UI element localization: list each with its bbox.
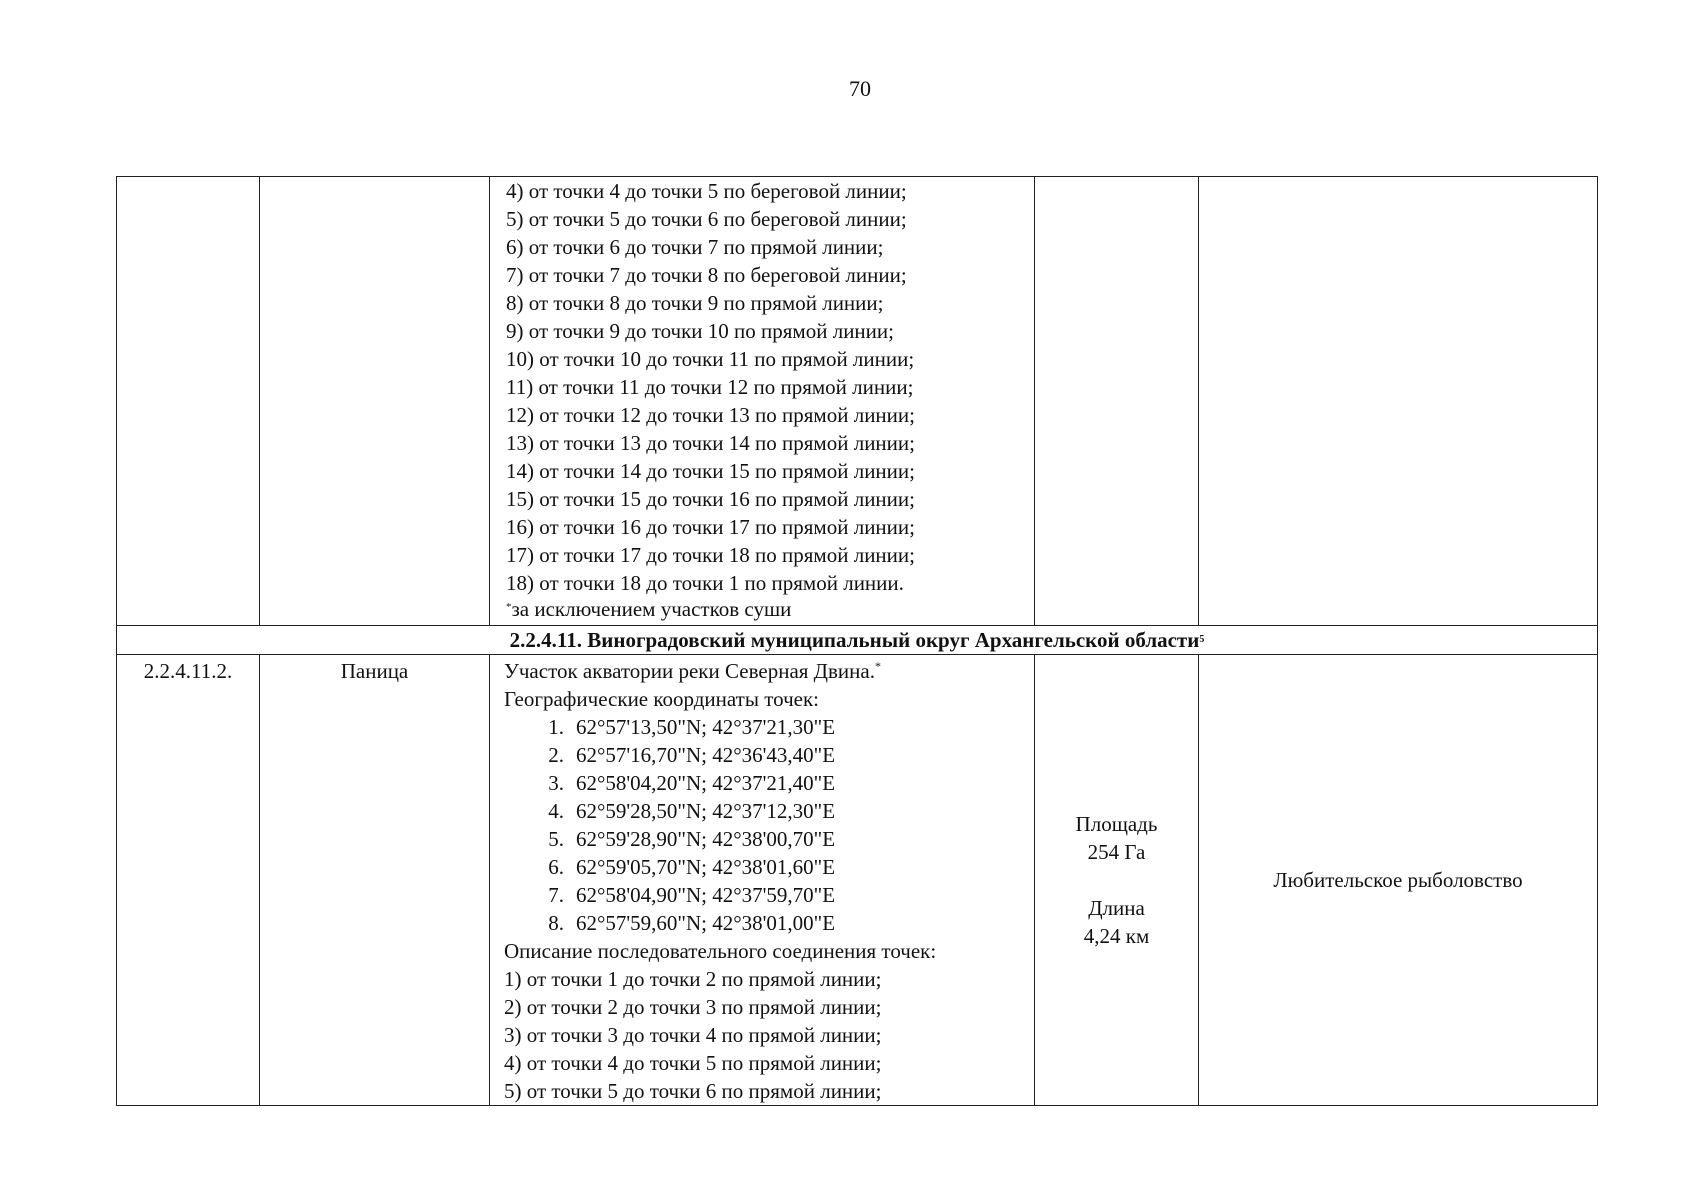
- footnote-note: [506, 597, 1034, 621]
- connection-line: 9) от точки 9 до точки 10 по прямой линии;: [506, 319, 894, 343]
- coordinate-item: [534, 853, 1034, 881]
- fishing-areas-table: [116, 176, 1598, 1106]
- continued-connection-list: [506, 177, 1034, 597]
- length-label: Длина: [1088, 896, 1145, 920]
- empty-area-cell: [1035, 177, 1199, 626]
- connection-line: 17) от точки 17 до точки 18 по прямой линии;: [506, 543, 915, 567]
- connection-line: 18) от точки 18 до точки 1 по прямой линии.: [506, 571, 904, 595]
- coordinate-value: 62°59'28,50"N; 42°37'12,30"E: [576, 799, 836, 823]
- connection-line: 13) от точки 13 до точки 14 по прямой линии;: [506, 431, 915, 455]
- connection-line: 5) от точки 5 до точки 6 по береговой линии;: [506, 207, 907, 231]
- connection-line: 15) от точки 15 до точки 16 по прямой линии;: [506, 487, 915, 511]
- section-footnote: 5: [1199, 634, 1205, 645]
- coordinate-value: 62°59'05,70"N; 42°38'01,60"E: [576, 855, 836, 879]
- connection-line: 4) от точки 4 до точки 5 по береговой линии;: [506, 179, 907, 203]
- coordinate-value: 62°57'13,50"N; 42°37'21,30"E: [576, 715, 836, 739]
- coordinate-item: [534, 909, 1034, 937]
- empty-name-cell: [260, 177, 490, 626]
- connection-line: 8) от точки 8 до точки 9 по прямой линии;: [506, 291, 884, 315]
- coordinate-value: 62°59'28,90"N; 42°38'00,70"E: [576, 827, 836, 851]
- description-title: [504, 657, 1034, 685]
- section-header-cell: [117, 626, 1598, 655]
- coordinate-list: [504, 713, 1034, 937]
- entry-number: 2.2.4.11.2.: [117, 655, 260, 1106]
- coordinate-value: 62°57'16,70"N; 42°36'43,40"E: [576, 743, 836, 767]
- entry-description: [490, 655, 1035, 1106]
- entry-area-length: [1035, 655, 1199, 1106]
- section-header-row: [117, 626, 1598, 655]
- coords-heading: Географические координаты точек:: [504, 687, 819, 711]
- coordinate-item: [534, 825, 1034, 853]
- connection-line: 4) от точки 4 до точки 5 по прямой линии;: [504, 1051, 882, 1075]
- continuation-row: [117, 177, 1598, 626]
- coordinate-item: [534, 713, 1034, 741]
- coordinate-value: 62°58'04,90"N; 42°37'59,70"E: [576, 883, 836, 907]
- connection-line: 5) от точки 5 до точки 6 по прямой линии;: [504, 1079, 882, 1103]
- coordinate-number: 8.: [548, 911, 564, 935]
- footnote-text: за исключением участков суши: [511, 597, 792, 621]
- area-value: 254 Га: [1087, 840, 1146, 864]
- description-title-text: Участок акватории реки Северная Двина.: [504, 659, 875, 683]
- coordinate-number: 1.: [548, 715, 564, 739]
- connection-line: 3) от точки 3 до точки 4 по прямой линии;: [504, 1023, 882, 1047]
- connection-line: 10) от точки 10 до точки 11 по прямой линии;: [506, 347, 915, 371]
- entry-usage: Любительское рыболовство: [1199, 655, 1598, 1106]
- coordinate-value: 62°57'59,60"N; 42°38'01,00"E: [576, 911, 836, 935]
- entry-name: Паница: [260, 655, 490, 1106]
- connection-line: 16) от точки 16 до точки 17 по прямой линии;: [506, 515, 915, 539]
- coordinate-number: 4.: [548, 799, 564, 823]
- coordinate-item: [534, 769, 1034, 797]
- footnote-mark: *: [506, 601, 512, 613]
- connection-line: 12) от точки 12 до точки 13 по прямой линии;: [506, 403, 915, 427]
- connection-heading: Описание последовательного соединения точек:: [504, 939, 937, 963]
- coordinate-number: 2.: [548, 743, 564, 767]
- connection-line: 11) от точки 11 до точки 12 по прямой линии;: [506, 375, 914, 399]
- coordinate-value: 62°58'04,20"N; 42°37'21,40"E: [576, 771, 836, 795]
- area-label: Площадь: [1075, 812, 1158, 836]
- empty-usage-cell: [1199, 177, 1598, 626]
- coordinate-item: [534, 797, 1034, 825]
- section-title: 2.2.4.11. Виноградовский муниципальный округ Архангельской области: [509, 628, 1200, 652]
- connection-line: 6) от точки 6 до точки 7 по прямой линии;: [506, 235, 884, 259]
- description-title-mark: *: [874, 659, 881, 673]
- coordinate-number: 5.: [548, 827, 564, 851]
- length-value: 4,24 км: [1083, 924, 1150, 948]
- empty-number-cell: [117, 177, 260, 626]
- coordinate-item: [534, 881, 1034, 909]
- coordinate-number: 7.: [548, 883, 564, 907]
- connection-line: 14) от точки 14 до точки 15 по прямой линии;: [506, 459, 915, 483]
- coordinate-number: 3.: [548, 771, 564, 795]
- connection-line: 7) от точки 7 до точки 8 по береговой линии;: [506, 263, 907, 287]
- page-number: 70: [849, 76, 871, 101]
- coordinate-item: [534, 741, 1034, 769]
- continued-description-cell: [490, 177, 1035, 626]
- connection-line: 1) от точки 1 до точки 2 по прямой линии;: [504, 967, 882, 991]
- coordinate-number: 6.: [548, 855, 564, 879]
- table-row: [117, 655, 1598, 1106]
- connection-line: 2) от точки 2 до точки 3 по прямой линии;: [504, 995, 882, 1019]
